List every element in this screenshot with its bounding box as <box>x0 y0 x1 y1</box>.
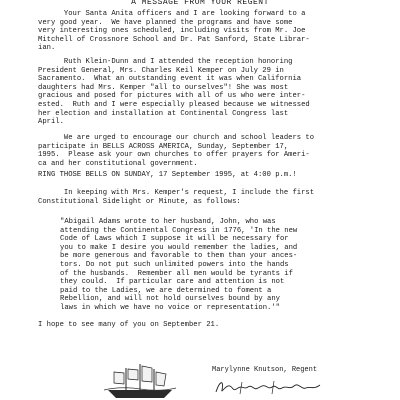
handwritten-signature-icon <box>212 376 332 398</box>
paragraph-bells: We are urged to encourage our church and school leaders to participate in BELLS ACROSS AMERICA, Sunday, September 17, 1995. Please ask your own churches to offer prayers for Ameri- ca and her constitutional government. <box>38 134 315 168</box>
regent-name: Marylynne Knutson, Regent <box>212 366 318 374</box>
abigail-adams-quote: "Abigail Adams wrote to her husband, John, who was attending the Continental Congress in 1776, 'In the new Code of Laws which I suppose it will be necessary for you to make I desire you would remember the ladies, and be more generous and favorable to them than your ances- tors. Do not put such unlimited powers into the hands of the husbands. Remember all men would be tyrants if they could. If particular care and attention is not paid to the Ladies, we are determined to foment a Rebellion, and will not hold ourselves bound by any laws in which we have no voice or representation.'" <box>60 218 298 312</box>
paragraph-intro: Your Santa Anita officers and I are looking forward to a very good year. We have planned the programs and have some very interesting ones scheduled, including visits from Mr. Joe Mitchell of Crossnore School and Dr. Pat Sanford, State Librar- ian. <box>38 10 310 53</box>
paragraph-reception: Ruth Klein-Dunn and I attended the reception honoring President General, Mrs. Charles Keil Kemper on July 29 in Sacramento. What an outstanding event it was when California daughters had Mrs. Kemper "all to ourselves"! She was most gracious and posed for pictures with all of us who were inter- ested. Ruth and I were especially pleased because we witnessed her election and installation at Continental Congress last April. <box>38 58 310 127</box>
sailing-ship-icon <box>100 360 180 400</box>
paragraph-ring-bells: RING THOSE BELLS ON SUNDAY, 17 September 1995, at 4:00 p.m.! <box>38 171 297 179</box>
paragraph-closing: I hope to see many of you on September 21. <box>38 321 220 329</box>
paragraph-sidelight: In keeping with Mrs. Kemper's request, I include the first Constitutional Sidelight or Minute, as follows: <box>38 189 315 206</box>
page-title: A MESSAGE FROM YOUR REGENT <box>131 0 269 7</box>
